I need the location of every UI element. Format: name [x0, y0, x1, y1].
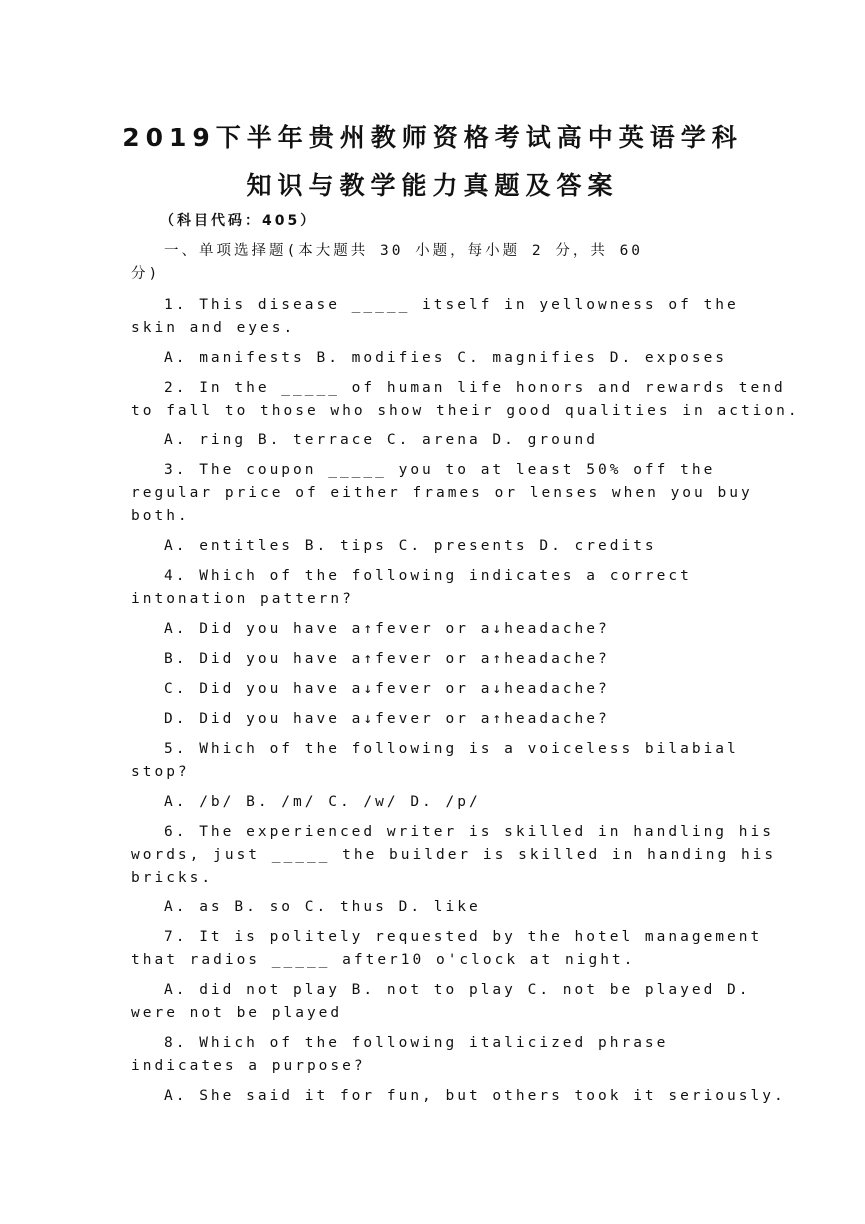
question-stem-line: that radios _____ after10 o'clock at night.	[131, 952, 636, 968]
question-stem-line: to fall to those who show their good qualities in action.	[131, 403, 800, 419]
question-6	[131, 821, 777, 890]
question-stem-line: bricks.	[131, 870, 214, 886]
document-title-line-2: 知识与教学能力真题及答案	[246, 171, 619, 200]
section-heading-line: 一、单项选择题(本大题共 30 小题，每小题 2 分，共 60	[164, 243, 644, 259]
document-title-line-1: 2019下半年贵州教师资格考试高中英语学科	[122, 123, 743, 152]
question-1-options: A. manifests B. modifies C. magnifies D. exposes	[164, 350, 728, 366]
question-7	[131, 926, 763, 972]
question-6-options: A. as B. so C. thus D. like	[164, 899, 481, 915]
question-5-options: A. /b/ B. /m/ C. /w/ D. /p/	[164, 794, 481, 810]
question-stem-line: 3. The coupon _____ you to at least 50% off the	[164, 462, 716, 478]
question-stem-line: 1. This disease _____ itself in yellowness of the	[164, 297, 739, 313]
question-stem-line: regular price of either frames or lenses when you buy	[131, 485, 753, 501]
question-7-options	[131, 979, 751, 1025]
question-2	[131, 377, 800, 423]
question-stem-line: 6. The experienced writer is skilled in handling his	[164, 824, 774, 840]
question-3	[131, 459, 753, 528]
question-5	[131, 738, 739, 784]
question-8	[131, 1032, 731, 1078]
question-1	[131, 294, 739, 340]
question-4	[131, 565, 731, 611]
question-stem-line: 4. Which of the following indicates a correct	[164, 568, 692, 584]
question-stem-line: indicates a purpose?	[131, 1058, 366, 1074]
question-stem-line: stop?	[131, 764, 190, 780]
section-heading-line: 分)	[131, 266, 161, 282]
question-2-options: A. ring B. terrace C. arena D. ground	[164, 432, 599, 448]
question-4-option-d: D. Did you have a↓fever or a↑headache?	[164, 711, 610, 727]
question-stem-line: both.	[131, 508, 190, 524]
question-stem-line: words, just _____ the builder is skilled in handing his	[131, 847, 777, 863]
question-4-option-c: C. Did you have a↓fever or a↓headache?	[164, 681, 610, 697]
question-stem-line: 8. Which of the following italicized phrase	[164, 1035, 669, 1051]
question-8-option-a: A. She said it for fun, but others took it seriously.	[164, 1088, 786, 1104]
question-option-line: were not be played	[131, 1005, 343, 1021]
question-4-option-a: A. Did you have a↑fever or a↓headache?	[164, 621, 610, 637]
question-stem-line: 5. Which of the following is a voiceless bilabial	[164, 741, 739, 757]
question-3-options: A. entitles B. tips C. presents D. credits	[164, 538, 657, 554]
question-stem-line: 7. It is politely requested by the hotel management	[164, 929, 763, 945]
question-option-line: A. did not play B. not to play C. not be played D.	[164, 982, 751, 998]
question-stem-line: skin and eyes.	[131, 320, 296, 336]
question-stem-line: 2. In the _____ of human life honors and rewards tend	[164, 380, 786, 396]
question-stem-line: intonation pattern?	[131, 591, 354, 607]
section-heading	[131, 240, 731, 286]
subject-code: （科目代码：405）	[160, 213, 318, 229]
question-4-option-b: B. Did you have a↑fever or a↑headache?	[164, 651, 610, 667]
